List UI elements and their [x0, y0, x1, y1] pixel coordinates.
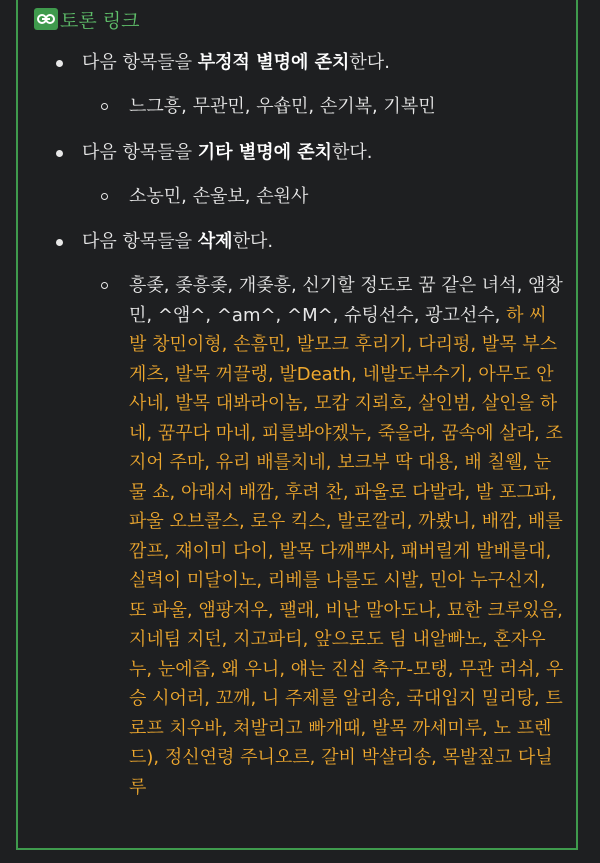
item-prefix: 다음 항목들을 [82, 52, 198, 73]
item-prefix: 다음 항목들을 [82, 141, 198, 163]
link-icon [34, 8, 58, 30]
discussion-link-header[interactable] [34, 6, 564, 32]
sub-list-item [82, 182, 564, 212]
item-prefix: 다음 항목들을 [82, 231, 198, 252]
item-suffix: 한다. [332, 141, 373, 163]
sub-item-text: 느그흥, 무관민, 우숍민, 손기복, 기복민 [129, 96, 436, 117]
sub-item-highlighted-text: 하 씨발 창민이형, 손흠민, 발모크 후리기, 다리펑, 발목 부스게츠, 발목 꺼끌랭, 발Death, 네발도부수기, 아무도 안 사네, 발목 대봐라이놈, 모캄 지뢰흐, 살인범, 살인을 하네, 꿈꾸다 마네, 피를봐야겠누, 죽을라, 꿈속에 살라, 조지어 주마, 유리 배를치네, 보크부 딱 대용, 배 칠웰, 눈물 쇼, 아래서 배깜, 후려 찬, 파울로 다발라, 발 포그파, 파울 오브콜스, 로우 킥스, 발로깔리, 까봤니, 배깜, 배를깜프, 쟤이미 다이, 발목 다깨뿌사, 패버릴게 발배를대, 실력이 미달이노, 리베를 나를도 시발, 민아 누구신지, 또 파울, 앰팡저우, 팰래, 비난 말아도나, 묘한 크루있음, 지네팀 지던, 지고파티, 앞으로도 팀 내알빠노, 혼자우누, 눈에즙, 왜 우니, 얘는 진심 축구-모탱, 무관 러쉬, 우승 시어러, 꼬깨, 니 주제를 알리송, 국대입지 밀리탕, 트로프 치우바, 쳐발리고 빠개때, 발목 까세미루, 노 프렌드), 정신연령 주니오르, 갈비 박샬리송, 목발짚고 다닐루 [129, 304, 564, 798]
item-bold: 삭제 [197, 231, 233, 252]
sub-list-item [82, 271, 564, 802]
document-content [34, 6, 564, 820]
sub-list [82, 92, 564, 122]
item-bold: 부정적 별명에 존치 [197, 52, 350, 73]
sub-list-item [82, 92, 564, 122]
decision-list [34, 50, 564, 802]
list-item [34, 50, 564, 122]
sub-item-text: 흥좆, 좆흥좆, 개좆흥, 신기할 정도로 꿈 같은 녀석, 앰창민, ^앰^, ^am^, ^M^, 슈팅선수, 광고선수, [129, 275, 563, 326]
discussion-link-text[interactable]: 토론 링크 [60, 9, 140, 32]
list-item [34, 140, 564, 212]
sub-list [82, 182, 564, 212]
sub-item-text: 소농민, 손울보, 손원사 [129, 185, 309, 207]
item-suffix: 한다. [232, 231, 274, 252]
list-item [34, 229, 564, 802]
item-suffix: 한다. [349, 52, 390, 73]
item-bold: 기타 별명에 존치 [197, 141, 333, 163]
sub-list [82, 271, 564, 802]
